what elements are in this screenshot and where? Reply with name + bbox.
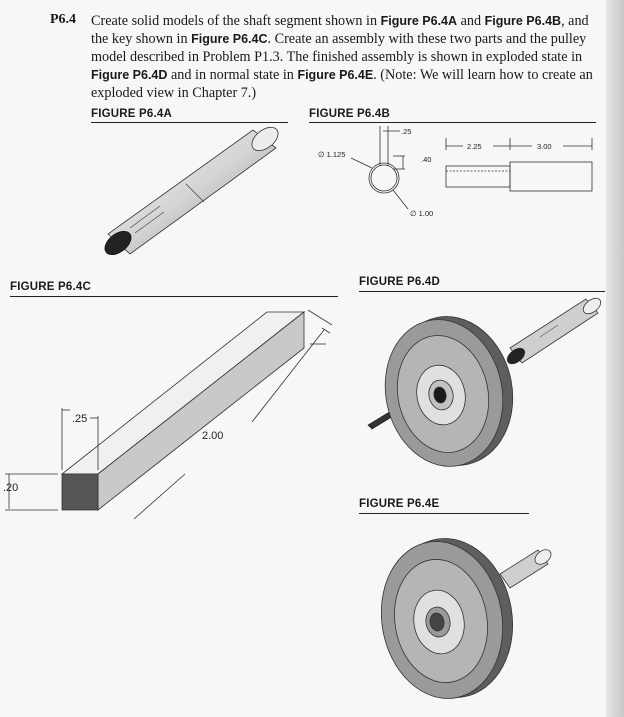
figure-c-rule bbox=[10, 296, 338, 297]
exploded-shaft bbox=[504, 295, 603, 367]
inner-diameter-dim: ∅ 1.00 bbox=[410, 209, 434, 218]
figure-d-exploded-assembly bbox=[360, 293, 606, 471]
figure-a-caption: FIGURE P6.4A bbox=[91, 108, 173, 120]
figure-b-caption: FIGURE P6.4B bbox=[309, 108, 391, 120]
key-width-label: .25 bbox=[72, 413, 88, 425]
figure-e-caption: FIGURE P6.4E bbox=[359, 498, 440, 510]
problem-number: P6.4 bbox=[50, 12, 77, 27]
assembled-pulley bbox=[369, 528, 525, 708]
problem-statement: Create solid models of the shaft segment shown in Figure P6.4A and Figure P6.4B, and the key shown in Figure P6.4C. Create an assembly with these two parts and the pulley model described in Problem P1.3. The finished assembly is shown in exploded state in Figure P6.4D and in normal state in Figure P6.4E. (Note: We will learn how to create an exploded view in Chapter 7.) bbox=[91, 13, 593, 101]
figure-e-rule bbox=[359, 513, 529, 514]
figure-b-dimension-drawing bbox=[305, 124, 605, 224]
page-edge-shadow bbox=[606, 0, 624, 717]
figure-a-shaft-drawing bbox=[90, 126, 290, 261]
figure-c-caption: FIGURE P6.4C bbox=[10, 281, 92, 293]
key-height-label: .20 bbox=[3, 482, 19, 494]
key-length-label: 2.00 bbox=[202, 430, 224, 442]
figure-ref: Figure P6.4A bbox=[380, 14, 458, 28]
figure-c-key-drawing bbox=[0, 298, 345, 522]
exploded-pulley bbox=[372, 305, 526, 471]
figure-ref: Figure P6.4D bbox=[91, 68, 168, 82]
figure-a-rule bbox=[91, 122, 288, 123]
figure-ref: Figure P6.4E bbox=[297, 68, 374, 82]
figure-ref: Figure P6.4C bbox=[191, 32, 268, 46]
figure-e-assembled-pulley bbox=[360, 516, 606, 711]
key-depth-dim: .40 bbox=[421, 155, 432, 164]
small-length-dim: 2.25 bbox=[467, 142, 482, 151]
outer-diameter-dim: ∅ 1.125 bbox=[318, 150, 346, 159]
key-block bbox=[62, 312, 304, 510]
large-length-dim: 3.00 bbox=[537, 142, 552, 151]
assembled-shaft-stub bbox=[500, 547, 554, 588]
figure-d-rule bbox=[359, 291, 605, 292]
section-view bbox=[351, 126, 408, 209]
figure-b-rule bbox=[309, 122, 596, 123]
figure-d-caption: FIGURE P6.4D bbox=[359, 276, 441, 288]
key-width-dim: .25 bbox=[401, 127, 412, 136]
shaft-body bbox=[101, 126, 283, 259]
figure-ref: Figure P6.4B bbox=[484, 14, 562, 28]
